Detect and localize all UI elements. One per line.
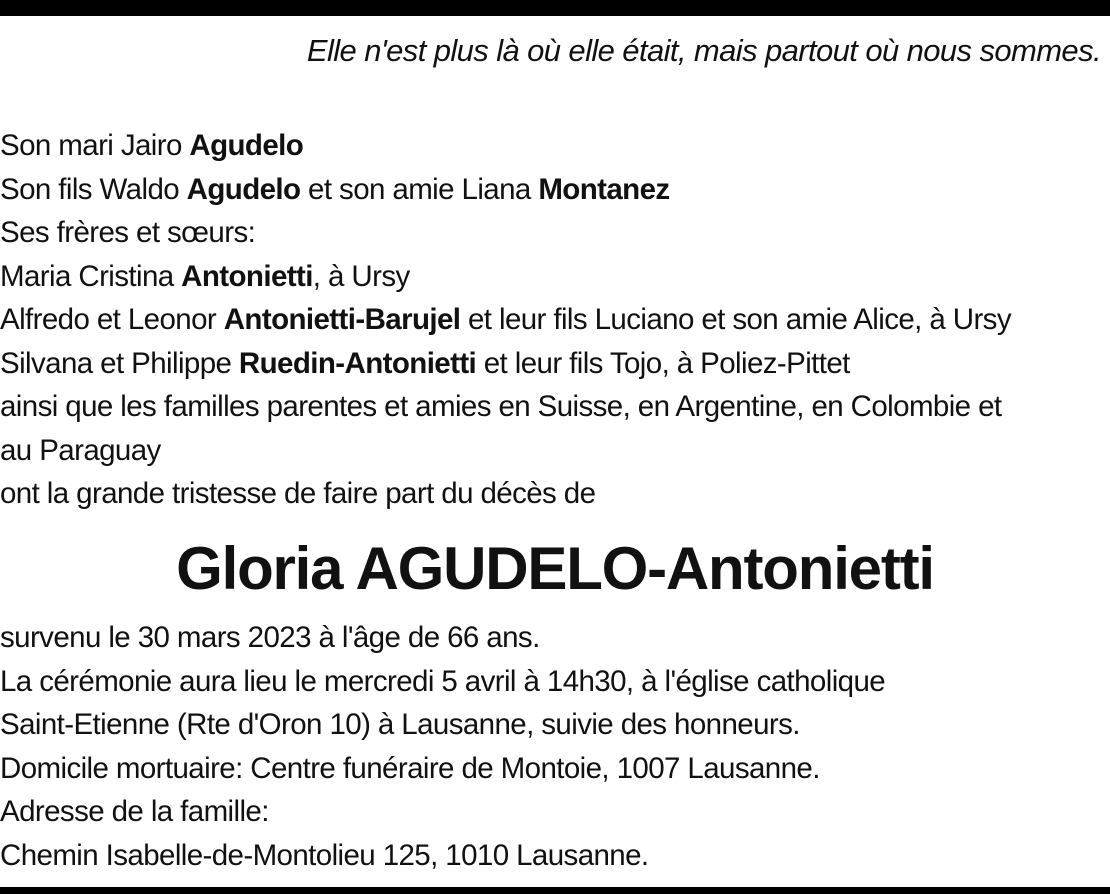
details-line-1: survenu le 30 mars 2023 à l'âge de 66 ans. (0, 621, 540, 654)
relatives-line-2: au Paraguay (0, 433, 161, 467)
details-line-5: Adresse de la famille: (0, 795, 269, 828)
sibling-line-2 (0, 298, 1110, 342)
bottom-rule (0, 887, 1110, 894)
ceremony-details (0, 616, 1110, 877)
deceased-name: Gloria AGUDELO-Antonietti (176, 535, 934, 602)
sibling2-prefix: Alfredo et Leonor (0, 303, 224, 336)
sibling2-suffix: et leur fils Luciano et son amie Alice, à Ursy (460, 303, 1011, 336)
son-surname: Agudelo (186, 172, 301, 206)
sibling-line-1 (0, 255, 1110, 299)
top-rule (0, 0, 1110, 16)
sibling3-suffix: et leur fils Tojo, à Poliez-Pittet (476, 346, 850, 380)
details-line-3: Saint-Etienne (Rte d'Oron 10) à Lausanne, suivie des honneurs. (0, 708, 800, 741)
announcement-line: ont la grande tristesse de faire part du décès de (0, 477, 596, 510)
husband-surname: Agudelo (189, 129, 304, 162)
sibling1-suffix: , à Ursy (312, 259, 410, 293)
details-line-2: La cérémonie aura lieu le mercredi 5 avril à 14h30, à l'église catholique (0, 664, 886, 698)
relatives-line-1: ainsi que les familles parentes et amies en Suisse, en Argentine, en Colombie et (0, 390, 1002, 423)
sibling3-prefix: Silvana et Philippe (0, 346, 239, 380)
sibling2-surname: Antonietti-Barujel (223, 303, 461, 336)
family-list (0, 124, 1110, 516)
son-prefix: Son fils Waldo (0, 172, 187, 206)
son-line (0, 168, 1110, 212)
sibling1-surname: Antonietti (181, 259, 313, 293)
details-line-4: Domicile mortuaire: Centre funéraire de Montoie, 1007 Lausanne. (0, 751, 820, 785)
sibling3-surname: Ruedin-Antonietti (238, 346, 477, 380)
son-middle: et son amie Liana (300, 172, 539, 206)
epigraph-quote: Elle n'est plus là où elle était, mais partout où nous sommes. (306, 33, 1101, 68)
sibling-line-3 (0, 342, 1110, 386)
details-line-6: Chemin Isabelle-de-Montolieu 125, 1010 Lausanne. (0, 838, 649, 872)
husband-line (0, 124, 1110, 168)
husband-prefix: Son mari Jairo (0, 129, 190, 162)
son-partner-surname: Montanez (538, 172, 670, 206)
sibling1-prefix: Maria Cristina (0, 259, 182, 293)
siblings-intro: Ses frères et sœurs: (0, 216, 256, 249)
